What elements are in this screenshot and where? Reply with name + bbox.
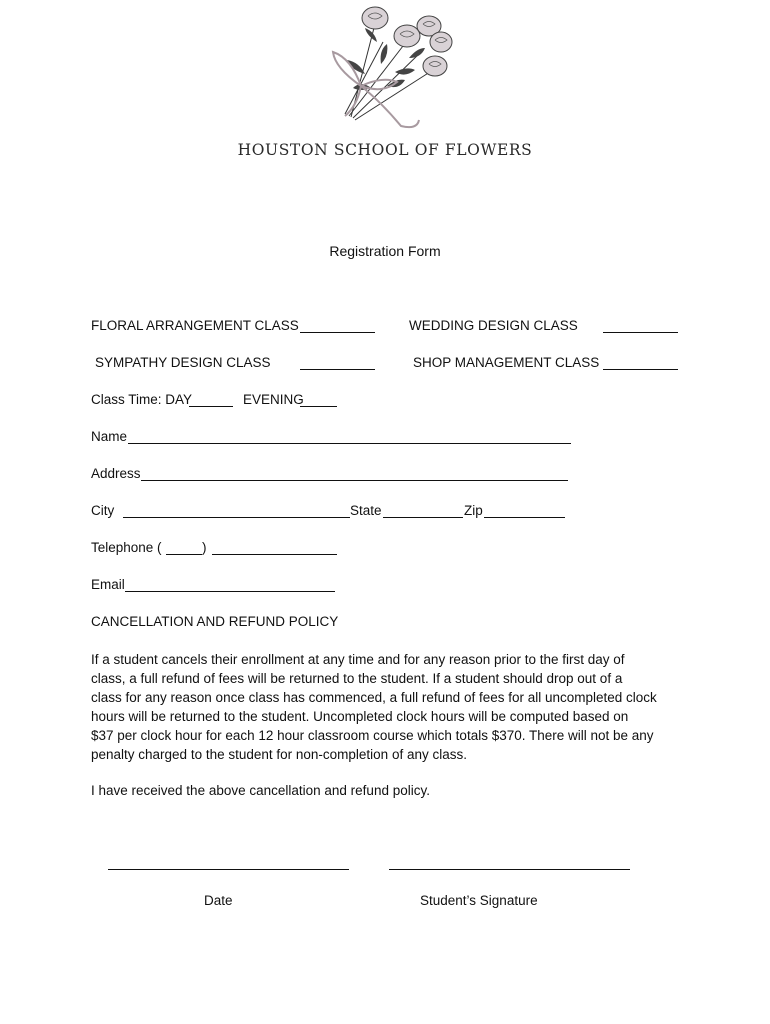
- class-shop-label: SHOP MANAGEMENT CLASS: [413, 355, 600, 370]
- policy-acknowledgement: I have received the above cancellation and refund policy.: [91, 783, 430, 798]
- policy-line: $37 per clock hour for each 12 hour classroom course which totals $370. There will not be any: [91, 728, 654, 743]
- policy-line: class, a full refund of fees will be returned to the student. If a student should drop out of a: [91, 671, 623, 686]
- telephone-number-field[interactable]: [212, 554, 337, 555]
- state-field[interactable]: [383, 517, 463, 518]
- class-time-label: Class Time: DAY: [91, 392, 193, 407]
- class-sympathy-label: SYMPATHY DESIGN CLASS: [95, 355, 271, 370]
- email-field[interactable]: [125, 591, 335, 592]
- signature-label: Student’s Signature: [420, 893, 538, 908]
- name-field[interactable]: [128, 443, 571, 444]
- class-time-evening-blank[interactable]: [300, 406, 337, 407]
- policy-line: class for any reason once class has commenced, a full refund of fees for all uncompleted clock: [91, 690, 657, 705]
- policy-line: penalty charged to the student for non-completion of any class.: [91, 747, 467, 762]
- policy-heading: CANCELLATION AND REFUND POLICY: [91, 614, 339, 629]
- date-label: Date: [204, 893, 233, 908]
- class-shop-blank[interactable]: [603, 369, 678, 370]
- class-wedding-label: WEDDING DESIGN CLASS: [409, 318, 578, 333]
- school-name: HOUSTON SCHOOL OF FLOWERS: [237, 141, 533, 159]
- city-field[interactable]: [123, 517, 350, 518]
- class-sympathy-blank[interactable]: [300, 369, 375, 370]
- address-field[interactable]: [141, 480, 568, 481]
- class-floral-label: FLORAL ARRANGEMENT CLASS: [91, 318, 299, 333]
- class-wedding-blank[interactable]: [603, 332, 678, 333]
- signature-line[interactable]: [389, 869, 630, 870]
- zip-field[interactable]: [484, 517, 565, 518]
- class-floral-blank[interactable]: [300, 332, 375, 333]
- telephone-area-code-field[interactable]: [166, 554, 202, 555]
- form-title: Registration Form: [329, 243, 441, 259]
- name-label: Name: [91, 429, 128, 444]
- telephone-close-paren: ): [202, 540, 207, 555]
- state-label: State: [350, 503, 382, 518]
- class-time-day-blank[interactable]: [189, 406, 233, 407]
- telephone-label: Telephone (: [91, 540, 162, 555]
- policy-text: [91, 650, 691, 764]
- zip-label: Zip: [464, 503, 483, 518]
- city-label: City: [91, 503, 115, 518]
- policy-line: hours will be returned to the student. Uncompleted clock hours will be computed based on: [91, 709, 629, 724]
- address-label: Address: [91, 466, 141, 481]
- date-line[interactable]: [108, 869, 349, 870]
- class-time-evening-label: EVENING: [243, 392, 304, 407]
- rose-bouquet-icon: [325, 2, 460, 130]
- policy-line: If a student cancels their enrollment at any time and for any reason prior to the first day of: [91, 652, 625, 667]
- email-label: Email: [91, 577, 125, 592]
